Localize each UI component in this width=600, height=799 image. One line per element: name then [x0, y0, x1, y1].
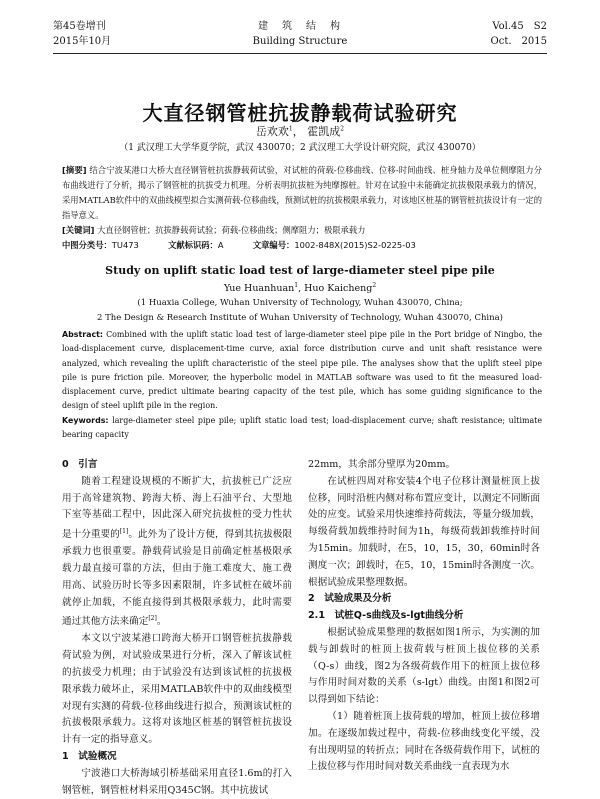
- affiliation-en-2: 2 The Design & Research Institute of Wuhan University of Technology, Wuhan 430070, China): [96, 313, 504, 323]
- section-2-heading: 2 试验成果及分析: [308, 593, 392, 605]
- header-rule: [53, 53, 547, 54]
- affiliation-cn: （1 武汉理工大学华夏学院，武汉 430070；2 武汉理工大学设计研究院，武汉 430070）: [119, 143, 481, 153]
- author-2: 霍凯成: [307, 125, 341, 138]
- affiliation-en-1: (1 Huaxia College, Wuhan University of Technology, Wuhan 430070, China;: [137, 298, 463, 308]
- left-column: [62, 457, 292, 799]
- paper-title: 大直径钢管桩抗拔静载荷试验研究: [142, 101, 458, 125]
- abstract-cn: [摘要] 结合宁波某港口大桥大直径钢管桩抗拔静载荷试验，对试桩的荷载-位移曲线、位移-时间曲线、桩身轴力及单位侧摩阻力分布曲线进行了分析，揭示了钢管桩的抗拔受力机理。分析表明抗拔桩为纯摩擦桩。针对在试验中未能确定抗拔极限承载力的情况，采用MATLAB软件中的双曲线模型拟合实测荷载-位移曲线，预测试桩的抗拔极限承载力，对该地区桩基的钢管桩抗拔设计有一定的指导意义。: [62, 165, 542, 220]
- authors-en: Yue Huanhuan$^1$, Huo Kaicheng$^2$: [223, 282, 377, 295]
- journal-name-en: Building Structure: [252, 36, 348, 47]
- right-column: [308, 457, 540, 776]
- intro-paragraph-1: 随着工程建设规模的不断扩大，抗拔桩已广泛应用于高耸建筑物、跨海大桥、海上石油平台、大型地下室等基础工程中，因此深入研究抗拔桩的受力性状是十分重要的[1]。此外为了设计方便，得到其抗拔极限承载力也很重要。静载荷试验是目前确定桩基极限承载力最直接可靠的方法，但由于施工难度大、施工费用高、试验历时长等多因素限制，许多试桩在破坏前就停止加载，不能直接得到其极限承载力，此时需要通过其他方法来确定[2]。: [62, 475, 293, 628]
- section-1-heading: 1 试验概况: [62, 750, 117, 762]
- classification-cn: 中图分类号：TU473 文献标识码：A 文章编号：1002-848X(2015)S2-0225-03: [62, 240, 416, 250]
- keywords-cn: [关键词] 大直径钢管桩；抗拔静载荷试验；荷载-位移曲线；侧摩阻力；极限承载力: [62, 225, 366, 235]
- intro-paragraph-2: 本文以宁波某港口跨海大桥开口钢管桩抗拔静载荷试验为例，对试验成果进行分析，深入了解该试桩的抗拔受力机理；由于试验没有达到该试桩的抗拔极限承载力破坏止，采用MATLAB软件中的双曲线模型对现有实测的荷载-位移曲线进行拟合，预测该试桩的抗拔极限承载力。这将对该地区桩基的钢管桩抗拔设计有一定的指导意义。: [62, 633, 292, 746]
- section-2-1-heading: 2.1 试桩Q-s曲线及s-lgt曲线分析: [308, 610, 464, 622]
- test-method-paragraph: 在试桩四周对称安装4个电子位移计测量桩顶上拔位移，同时沿桩内侧对称布置应变计，以测定不同断面处的应变。试验采用快速维持荷载法，等量分级加载，每级荷载加载维持时间为1h，每级荷载卸载维持时间为15min。加载时，在5，10，15，30，60min时各测度一次；卸载时，在5，10，15min时各测度一次。根据试验成果整理数据。: [308, 475, 540, 588]
- paper-title-en: Study on uplift static load test of large-diameter steel pipe pile: [105, 264, 495, 277]
- overview-paragraph: 宁波港口大桥海域引桥基础采用直径1.6m的打入钢管桩，钢管桩材料采用Q345C钢。其中抗拔试: [62, 767, 292, 796]
- author-1: 岳欢欢: [255, 125, 289, 138]
- authors-cn: 岳欢欢$^1$， 霍凯成$^2$: [255, 125, 345, 138]
- abstract-en: Abstract: Combined with the uplift static load test of large-diameter steel pipe pile in the Port bridge of Ningbo, the load-displacement curve, displacement-time curve, axial force distribution curve and unit shaft resistance were analyzed, which revealing the uplift characteristic of the steel pipe pile. The analyses show that the uplift steel pipe pile is pure friction pile. Moreover, the hyperbolic model in MATLAB software was used to fit the measured load-displacement curve, predict ultimate bearing capacity of the test pile, which has some guiding significance to the design of steel uplift pile in the region.: [62, 330, 542, 411]
- journal-date: 2015年10月: [53, 36, 112, 47]
- keywords-en: Keywords: large-diameter steel pipe pile; uplift static load test; load-displacement curve; shaft resistance; ultimate bearing capacity: [62, 416, 542, 440]
- journal-date-en: Oct. 2015: [490, 36, 547, 47]
- journal-name-cn: 建 筑 结 构: [258, 21, 342, 32]
- conclusion-1-paragraph: （1）随着桩顶上拔荷载的增加，桩顶上拔位移增加。在逐级加载过程中，荷载-位移曲线变化平缓，没有出现明显的转折点；同时在各级荷载作用下，试桩的上拔位移与作用时间对数关系曲线一直表现为水: [308, 710, 540, 773]
- journal-volume: 第45卷增刊: [53, 21, 106, 32]
- section-0-heading: 0 引言: [62, 459, 98, 470]
- right-paragraph-0: 22mm，其余部分壁厚为20mm。: [308, 459, 456, 470]
- journal-volume-en: Vol.45 S2: [492, 21, 547, 32]
- results-paragraph: 根据试验成果整理的数据如图1所示，为实测的加载与卸载时的桩顶上拔荷载与桩顶上拔位移的关系（Q-s）曲线，图2为各级荷载作用下的桩顶上拔位移与作用时间对数的关系（s-lgt）曲线。由图1和图2可以得到如下结论：: [308, 626, 540, 706]
